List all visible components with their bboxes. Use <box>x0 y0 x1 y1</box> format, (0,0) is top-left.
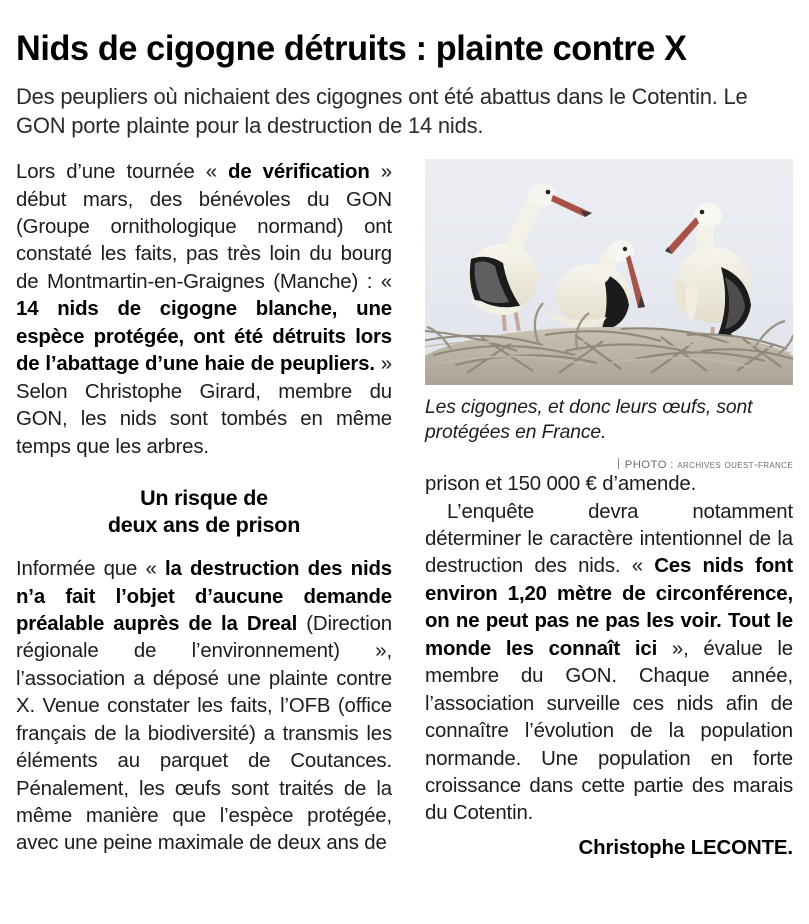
article-photo <box>425 159 793 385</box>
quote-emphasis: de vérification <box>228 161 370 184</box>
quote-emphasis: la destruction des nids n’a fait l’objet d’aucune demande préalable auprès de la Dreal <box>16 558 392 635</box>
text-run: Lors d’une tournée « <box>16 161 229 184</box>
paragraph-intro <box>16 159 392 461</box>
quote-emphasis: 14 nids de cigogne blanche, une espèce protégée, ont été détruits lors de l’abattage d’une haie de peupliers. <box>16 298 392 376</box>
page-title: Nids de cigogne détruits : plainte contre X <box>16 28 687 68</box>
text-run: L’enquête devra notamment déterminer le caractère intentionnel de la destruction des nids. « <box>425 500 793 578</box>
text-run: », évalue le membre du GON. Chaque année, l’association surveille ces nids afin de connaître l’évolution de la population normande. Une population en forte croissance dans cette partie des marais du Cotentin. <box>425 637 793 825</box>
text-run: (Direction régionale de l’environnement) », l’association a déposé une plainte contre X. Venue constater les faits, l’OFB (office français de la biodiversité) a transmis les éléments au parquet de Coutances. Pénalement, les œufs sont traités de la même manière que l’espèce protégée, avec une peine maximale de deux ans de <box>16 612 392 855</box>
left-column <box>16 159 392 858</box>
subhead-line-1: Un risque de <box>140 485 268 510</box>
photo-caption: Les cigognes, et donc leurs œufs, sont protégées en France. <box>425 397 753 443</box>
paragraph-investigation <box>425 499 793 828</box>
article-deck: Des peupliers où nichaient des cigognes ont été abattus dans le Cotentin. Le GON porte plainte pour la destruction de 14 nids. <box>16 83 748 138</box>
credit-source: archives ouest-france <box>677 459 793 472</box>
credit-divider-rule <box>618 458 619 469</box>
stork-nest-photo-illustration <box>425 159 793 385</box>
right-column <box>425 159 793 860</box>
paragraph-continued: prison et 150 000 € d’amende. <box>425 473 697 496</box>
text-run: » Selon Christophe Girard, membre du GON, les nids sont tombés en même temps que les arbres. <box>16 353 392 458</box>
photo-credit <box>425 458 793 471</box>
text-run: Informée que « <box>16 558 165 581</box>
subhead-line-2: deux ans de prison <box>107 513 301 538</box>
text-run: » début mars, des bénévoles du GON (Groupe ornithologique normand) ont constaté les faits, pas très loin du bourg de Montmartin-en-Graignes (Manche) : « <box>16 161 392 293</box>
quote-emphasis: Ces nids font environ 1,20 mètre de circonférence, on ne peut pas ne pas les voir. Tout le monde les connaît ici <box>425 555 793 660</box>
credit-label: PHOTO : <box>624 459 674 472</box>
paragraph-legal <box>16 556 392 858</box>
article-byline: Christophe LECONTE. <box>578 836 793 859</box>
section-subhead <box>16 485 392 539</box>
